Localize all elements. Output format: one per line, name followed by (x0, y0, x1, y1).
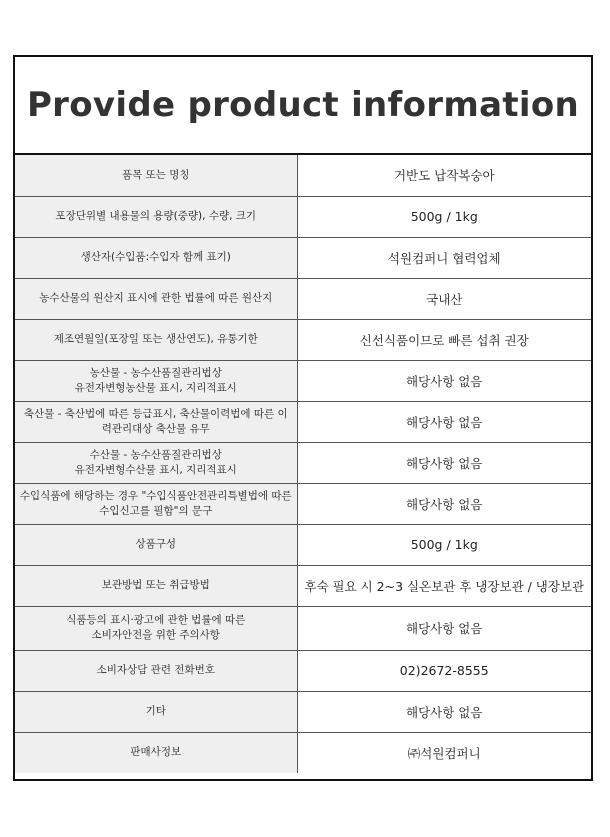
row-value: ㈜석원컴퍼니 (407, 745, 481, 761)
row-value: 해당사항 없음 (297, 691, 591, 732)
row-value: 해당사항 없음 (297, 606, 591, 650)
table-row (15, 606, 591, 650)
row-value: 해당사항 없음 (297, 483, 591, 524)
table-row (15, 691, 591, 732)
row-label: 제조연월일(포장일 또는 생산연도), 유통기한 (15, 319, 297, 360)
row-label: 수산물 - 농수산품질관리법상 유전자변형수산물 표시, 지리적표시 (15, 442, 297, 483)
table-row (15, 360, 591, 401)
table-row (15, 650, 591, 691)
row-label: 소비자상담 관련 전화번호 (15, 650, 297, 691)
row-label: 농산물 - 농수산품질관리법상 유전자변형농산물 표시, 지리적표시 (15, 360, 297, 401)
row-label: 축산물 - 축산법에 따른 등급표시, 축산물이력법에 따른 이 력관리대상 축산물 유무 (15, 401, 297, 442)
row-label: 상품구성 (15, 524, 297, 565)
product-info-sheet (13, 55, 593, 781)
row-label: 보관방법 또는 취급방법 (15, 565, 297, 606)
table-row (15, 155, 591, 196)
page-title: Provide product information (26, 85, 580, 125)
row-label: 식품등의 표시·광고에 관한 법률에 따른 소비자안전을 위한 주의사항 (15, 606, 297, 650)
row-value: 02)2672-8555 (297, 650, 591, 691)
row-value: 해당사항 없음 (297, 442, 591, 483)
row-label: 품목 또는 명칭 (15, 155, 297, 196)
table-row (15, 196, 591, 237)
row-label: 포장단위별 내용물의 용량(중량), 수량, 크기 (15, 196, 297, 237)
title-box (15, 57, 591, 155)
row-value: 신선식품이므로 빠른 섭취 권장 (297, 319, 591, 360)
table-row (15, 524, 591, 565)
row-value: 국내산 (297, 278, 591, 319)
table-row (15, 732, 591, 773)
product-info-table (15, 155, 591, 773)
row-label: 생산자(수입품:수입자 함께 표기) (15, 237, 297, 278)
row-value: 후숙 필요 시 2~3 실온보관 후 냉장보관 / 냉장보관 (297, 565, 591, 606)
row-value: 석원컴퍼니 협력업체 (297, 237, 591, 278)
row-label: 판매사정보 (15, 732, 297, 773)
row-label: 수입식품에 해당하는 경우 "수입식품안전관리특별법에 따른 수입신고를 필함"의 문구 (15, 483, 297, 524)
table-row (15, 319, 591, 360)
row-value: 해당사항 없음 (297, 360, 591, 401)
table-row (15, 401, 591, 442)
table-row (15, 278, 591, 319)
row-value: 500g / 1kg (297, 196, 591, 237)
row-label: 농수산물의 원산지 표시에 관한 법률에 따른 원산지 (15, 278, 297, 319)
row-value: 해당사항 없음 (297, 401, 591, 442)
table-row (15, 565, 591, 606)
row-value: 500g / 1kg (297, 524, 591, 565)
table-row (15, 483, 591, 524)
table-row (15, 237, 591, 278)
row-value: 거반도 납작복숭아 (297, 155, 591, 196)
row-label: 기타 (15, 691, 297, 732)
table-row (15, 442, 591, 483)
